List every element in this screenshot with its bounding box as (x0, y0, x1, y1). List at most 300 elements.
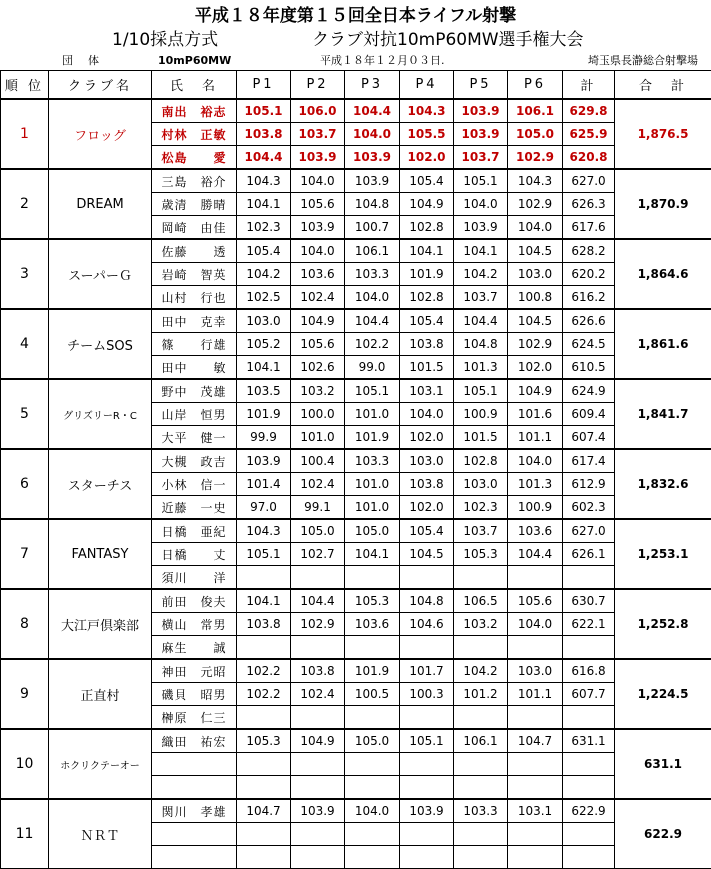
col-p2: P2 (291, 71, 345, 100)
club-cell: FANTASY (49, 519, 152, 589)
sum-cell: 616.2 (563, 286, 615, 310)
score-cell-p4: 104.3 (400, 99, 454, 123)
name-cell: 榊原 仁三 (152, 706, 237, 730)
score-cell-p3 (345, 566, 400, 590)
score-cell-p6: 102.9 (508, 146, 563, 170)
score-cell-p6: 105.6 (508, 589, 563, 613)
score-cell-p6 (508, 823, 563, 846)
sum-cell: 625.9 (563, 123, 615, 146)
name-cell (152, 823, 237, 846)
score-cell-p2 (291, 846, 345, 869)
score-cell-p6 (508, 566, 563, 590)
sum-cell (563, 846, 615, 869)
club-cell: スターチス (49, 449, 152, 519)
score-cell-p5 (454, 776, 508, 800)
score-cell-p3: 104.4 (345, 99, 400, 123)
score-cell-p3: 101.0 (345, 473, 400, 496)
score-cell-p1: 105.3 (237, 729, 291, 753)
score-cell-p1: 103.0 (237, 309, 291, 333)
score-cell-p4 (400, 566, 454, 590)
name-cell: 須川 洋 (152, 566, 237, 590)
sum-cell (563, 776, 615, 800)
score-cell-p5 (454, 823, 508, 846)
sum-cell: 626.1 (563, 543, 615, 566)
club-cell: スーパーＧ (49, 239, 152, 309)
name-cell (152, 753, 237, 776)
club-cell: 正直村 (49, 659, 152, 729)
score-cell-p4 (400, 636, 454, 660)
score-cell-p6: 101.3 (508, 473, 563, 496)
score-cell-p4 (400, 753, 454, 776)
score-cell-p1: 103.5 (237, 379, 291, 403)
team-total-cell: 631.1 (615, 729, 711, 799)
sum-cell (563, 753, 615, 776)
score-cell-p6: 101.1 (508, 426, 563, 450)
club-cell: ホクリクテーオー (49, 729, 152, 799)
sum-cell: 630.7 (563, 589, 615, 613)
score-cell-p5: 103.3 (454, 799, 508, 823)
score-cell-p1: 104.1 (237, 589, 291, 613)
name-cell: 篠 行雄 (152, 333, 237, 356)
team-total-cell: 1,876.5 (615, 99, 711, 169)
score-cell-p6: 104.0 (508, 449, 563, 473)
score-cell-p3: 105.1 (345, 379, 400, 403)
name-cell: 三島 裕介 (152, 169, 237, 193)
sum-cell (563, 566, 615, 590)
score-cell-p4: 104.6 (400, 613, 454, 636)
club-cell: グリズリーR・C (49, 379, 152, 449)
name-cell: 小林 信一 (152, 473, 237, 496)
meta-line (0, 52, 711, 70)
sum-cell (563, 706, 615, 730)
col-name: 氏 名 (152, 71, 237, 100)
score-cell-p2: 100.0 (291, 403, 345, 426)
table-row (1, 239, 711, 263)
score-cell-p3 (345, 823, 400, 846)
score-cell-p5: 105.3 (454, 543, 508, 566)
table-row (1, 729, 711, 753)
score-cell-p2 (291, 776, 345, 800)
name-cell: 田中 敏 (152, 356, 237, 380)
score-cell-p1: 97.0 (237, 496, 291, 520)
score-cell-p5: 105.1 (454, 379, 508, 403)
score-cell-p6: 104.5 (508, 309, 563, 333)
score-cell-p3: 105.3 (345, 589, 400, 613)
score-cell-p2: 104.4 (291, 589, 345, 613)
name-cell: 大平 健一 (152, 426, 237, 450)
club-cell: フロッグ (49, 99, 152, 169)
score-cell-p2: 99.1 (291, 496, 345, 520)
score-cell-p2: 105.6 (291, 333, 345, 356)
score-cell-p2 (291, 753, 345, 776)
sum-cell: 607.4 (563, 426, 615, 450)
score-cell-p5: 103.9 (454, 99, 508, 123)
page-title: 平成１８年度第１５回全日本ライフル射撃 (0, 4, 711, 28)
score-cell-p1: 102.3 (237, 216, 291, 240)
score-cell-p4: 103.0 (400, 449, 454, 473)
score-cell-p3: 104.8 (345, 193, 400, 216)
name-cell: 山岸 恒男 (152, 403, 237, 426)
score-cell-p1 (237, 706, 291, 730)
score-cell-p2: 106.0 (291, 99, 345, 123)
score-cell-p1: 104.3 (237, 519, 291, 543)
score-cell-p6: 102.9 (508, 193, 563, 216)
rank-cell: 6 (1, 449, 49, 519)
score-cell-p3 (345, 776, 400, 800)
score-cell-p4: 102.0 (400, 426, 454, 450)
score-cell-p5: 104.0 (454, 193, 508, 216)
rank-cell: 9 (1, 659, 49, 729)
score-cell-p1: 101.4 (237, 473, 291, 496)
col-total: 合 計 (615, 71, 711, 100)
club-cell: DREAM (49, 169, 152, 239)
col-p1: P1 (237, 71, 291, 100)
name-cell: 野中 茂雄 (152, 379, 237, 403)
score-cell-p5: 106.1 (454, 729, 508, 753)
score-cell-p1: 104.2 (237, 263, 291, 286)
score-cell-p6: 105.0 (508, 123, 563, 146)
score-cell-p1: 102.5 (237, 286, 291, 310)
sum-cell: 626.3 (563, 193, 615, 216)
score-cell-p3: 103.3 (345, 449, 400, 473)
score-cell-p2: 103.9 (291, 216, 345, 240)
score-cell-p3 (345, 753, 400, 776)
score-cell-p5: 101.3 (454, 356, 508, 380)
score-cell-p4: 105.4 (400, 309, 454, 333)
score-cell-p4: 103.9 (400, 799, 454, 823)
name-cell: 岩崎 智英 (152, 263, 237, 286)
score-cell-p3: 99.0 (345, 356, 400, 380)
header-row (1, 71, 711, 100)
score-cell-p1 (237, 823, 291, 846)
score-cell-p4: 103.8 (400, 333, 454, 356)
sum-cell: 627.0 (563, 169, 615, 193)
score-cell-p1: 104.1 (237, 356, 291, 380)
score-cell-p3: 104.0 (345, 286, 400, 310)
club-cell: チームSOS (49, 309, 152, 379)
name-cell: 歳清 勝晴 (152, 193, 237, 216)
rank-cell: 1 (1, 99, 49, 169)
table-row (1, 659, 711, 683)
team-total-cell: 1,870.9 (615, 169, 711, 239)
table-row (1, 589, 711, 613)
score-cell-p3: 103.6 (345, 613, 400, 636)
score-cell-p4 (400, 846, 454, 869)
score-cell-p6: 100.9 (508, 496, 563, 520)
sum-cell: 629.8 (563, 99, 615, 123)
score-cell-p4: 101.9 (400, 263, 454, 286)
score-cell-p4: 101.7 (400, 659, 454, 683)
score-cell-p1: 105.4 (237, 239, 291, 263)
sum-cell (563, 823, 615, 846)
score-cell-p5: 103.7 (454, 519, 508, 543)
score-cell-p6: 106.1 (508, 99, 563, 123)
score-cell-p4: 103.8 (400, 473, 454, 496)
sum-cell: 620.8 (563, 146, 615, 170)
score-cell-p1: 104.4 (237, 146, 291, 170)
score-cell-p2: 103.9 (291, 799, 345, 823)
score-cell-p4 (400, 706, 454, 730)
scoring-method: 1/10採点方式 (112, 28, 218, 52)
sum-cell: 610.5 (563, 356, 615, 380)
sum-cell: 617.6 (563, 216, 615, 240)
score-cell-p1: 104.7 (237, 799, 291, 823)
name-cell: 岡崎 由佳 (152, 216, 237, 240)
rank-cell: 3 (1, 239, 49, 309)
score-cell-p2 (291, 706, 345, 730)
score-cell-p2 (291, 823, 345, 846)
score-cell-p2: 102.4 (291, 473, 345, 496)
team-total-cell: 1,832.6 (615, 449, 711, 519)
score-cell-p3 (345, 846, 400, 869)
score-cell-p3: 104.0 (345, 799, 400, 823)
rank-cell: 10 (1, 729, 49, 799)
score-cell-p5 (454, 846, 508, 869)
score-cell-p4: 102.0 (400, 146, 454, 170)
score-cell-p4: 104.8 (400, 589, 454, 613)
name-cell: 麻生 誠 (152, 636, 237, 660)
score-cell-p5: 100.9 (454, 403, 508, 426)
score-cell-p2: 102.7 (291, 543, 345, 566)
subtitle (0, 28, 711, 52)
score-cell-p3: 105.0 (345, 519, 400, 543)
score-cell-p5: 105.1 (454, 169, 508, 193)
sum-cell: 627.0 (563, 519, 615, 543)
club-cell: 大江戸倶楽部 (49, 589, 152, 659)
event-code: 10mP60MW (158, 52, 231, 70)
sum-cell: 607.7 (563, 683, 615, 706)
score-cell-p3: 101.0 (345, 403, 400, 426)
sum-cell: 620.2 (563, 263, 615, 286)
team-total-cell: 622.9 (615, 799, 711, 869)
sum-cell: 609.4 (563, 403, 615, 426)
sum-cell: 612.9 (563, 473, 615, 496)
score-cell-p1: 104.3 (237, 169, 291, 193)
score-cell-p6: 100.8 (508, 286, 563, 310)
score-cell-p4: 105.4 (400, 169, 454, 193)
table-row (1, 309, 711, 333)
score-cell-p5: 102.8 (454, 449, 508, 473)
venue: 埼玉県長瀞総合射撃場 (588, 52, 698, 70)
score-cell-p5 (454, 566, 508, 590)
rank-cell: 5 (1, 379, 49, 449)
score-cell-p5 (454, 706, 508, 730)
team-total-cell: 1,864.6 (615, 239, 711, 309)
score-cell-p6: 103.1 (508, 799, 563, 823)
score-cell-p1 (237, 846, 291, 869)
score-cell-p3: 104.1 (345, 543, 400, 566)
score-cell-p3: 101.9 (345, 659, 400, 683)
score-cell-p1 (237, 776, 291, 800)
name-cell: 日橋 亜紀 (152, 519, 237, 543)
name-cell: 村林 正敏 (152, 123, 237, 146)
name-cell (152, 846, 237, 869)
score-cell-p5 (454, 753, 508, 776)
score-cell-p5: 103.7 (454, 146, 508, 170)
score-cell-p1: 101.9 (237, 403, 291, 426)
score-cell-p2: 103.8 (291, 659, 345, 683)
score-cell-p4: 105.4 (400, 519, 454, 543)
score-cell-p5: 103.9 (454, 216, 508, 240)
score-cell-p6: 104.9 (508, 379, 563, 403)
team-total-cell: 1,253.1 (615, 519, 711, 589)
score-cell-p6: 104.0 (508, 613, 563, 636)
score-cell-p6 (508, 753, 563, 776)
score-cell-p2: 102.4 (291, 286, 345, 310)
rank-cell: 11 (1, 799, 49, 869)
score-cell-p5: 101.5 (454, 426, 508, 450)
score-cell-p1: 103.8 (237, 613, 291, 636)
score-cell-p4 (400, 823, 454, 846)
score-cell-p5: 103.0 (454, 473, 508, 496)
score-cell-p1: 105.2 (237, 333, 291, 356)
name-cell: 佐藤 透 (152, 239, 237, 263)
score-cell-p3: 103.3 (345, 263, 400, 286)
score-cell-p5: 106.5 (454, 589, 508, 613)
score-cell-p6: 104.0 (508, 216, 563, 240)
score-cell-p6: 103.0 (508, 263, 563, 286)
event-date: 平成１８年１２月０３日. (320, 52, 445, 70)
score-cell-p1: 104.1 (237, 193, 291, 216)
name-cell: 近藤 一史 (152, 496, 237, 520)
score-cell-p3 (345, 706, 400, 730)
col-p5: P5 (454, 71, 508, 100)
sum-cell: 624.5 (563, 333, 615, 356)
score-cell-p2: 100.4 (291, 449, 345, 473)
score-cell-p5: 104.1 (454, 239, 508, 263)
score-cell-p6: 104.4 (508, 543, 563, 566)
score-cell-p6 (508, 706, 563, 730)
score-cell-p3: 106.1 (345, 239, 400, 263)
score-cell-p6: 104.3 (508, 169, 563, 193)
table-row (1, 519, 711, 543)
sum-cell: 602.3 (563, 496, 615, 520)
score-cell-p5: 104.2 (454, 263, 508, 286)
score-cell-p4: 102.0 (400, 496, 454, 520)
club-cell: ＮＲＴ (49, 799, 152, 869)
score-cell-p2: 105.0 (291, 519, 345, 543)
score-cell-p4: 104.5 (400, 543, 454, 566)
score-cell-p2: 104.9 (291, 729, 345, 753)
name-cell (152, 776, 237, 800)
score-cell-p4: 103.1 (400, 379, 454, 403)
score-cell-p5: 104.4 (454, 309, 508, 333)
score-cell-p1: 102.2 (237, 683, 291, 706)
score-cell-p3: 103.9 (345, 169, 400, 193)
score-cell-p1: 99.9 (237, 426, 291, 450)
team-total-cell: 1,861.6 (615, 309, 711, 379)
score-cell-p5 (454, 636, 508, 660)
score-cell-p1: 102.2 (237, 659, 291, 683)
score-cell-p1: 105.1 (237, 543, 291, 566)
col-club: クラブ名 (49, 71, 152, 100)
team-total-cell: 1,224.5 (615, 659, 711, 729)
name-cell: 田中 克幸 (152, 309, 237, 333)
col-rank: 順 位 (1, 71, 49, 100)
name-cell: 山村 行也 (152, 286, 237, 310)
team-total-cell: 1,841.7 (615, 379, 711, 449)
score-cell-p5: 103.9 (454, 123, 508, 146)
group-label: 団 体 (62, 52, 101, 70)
score-cell-p3: 104.0 (345, 123, 400, 146)
table-row (1, 169, 711, 193)
name-cell: 関川 孝雄 (152, 799, 237, 823)
score-cell-p3: 103.9 (345, 146, 400, 170)
table-row (1, 99, 711, 123)
sum-cell: 624.9 (563, 379, 615, 403)
score-cell-p4: 104.0 (400, 403, 454, 426)
sum-cell: 617.4 (563, 449, 615, 473)
name-cell: 日橋 丈 (152, 543, 237, 566)
score-cell-p6: 102.9 (508, 333, 563, 356)
score-cell-p4: 102.8 (400, 216, 454, 240)
score-cell-p4: 104.1 (400, 239, 454, 263)
score-cell-p3: 101.9 (345, 426, 400, 450)
sum-cell: 622.9 (563, 799, 615, 823)
score-cell-p2: 103.7 (291, 123, 345, 146)
score-cell-p4: 104.9 (400, 193, 454, 216)
score-cell-p3: 100.7 (345, 216, 400, 240)
name-cell: 織田 祐宏 (152, 729, 237, 753)
score-cell-p6 (508, 776, 563, 800)
name-cell: 横山 常男 (152, 613, 237, 636)
score-cell-p1: 103.8 (237, 123, 291, 146)
score-cell-p2 (291, 636, 345, 660)
score-cell-p6: 104.5 (508, 239, 563, 263)
rank-cell: 8 (1, 589, 49, 659)
score-cell-p1 (237, 753, 291, 776)
score-cell-p4: 100.3 (400, 683, 454, 706)
score-cell-p3: 104.4 (345, 309, 400, 333)
col-p4: P4 (400, 71, 454, 100)
score-cell-p3: 105.0 (345, 729, 400, 753)
score-cell-p5: 104.8 (454, 333, 508, 356)
score-cell-p4: 102.8 (400, 286, 454, 310)
score-cell-p6: 103.0 (508, 659, 563, 683)
name-cell: 磯貝 昭男 (152, 683, 237, 706)
sum-cell: 628.2 (563, 239, 615, 263)
table-row (1, 449, 711, 473)
table-row (1, 379, 711, 403)
competition-name: クラブ対抗10mP60MW選手権大会 (312, 28, 584, 52)
col-sum: 計 (563, 71, 615, 100)
score-cell-p2: 102.9 (291, 613, 345, 636)
rank-cell: 2 (1, 169, 49, 239)
score-cell-p4: 105.5 (400, 123, 454, 146)
rank-cell: 7 (1, 519, 49, 589)
score-cell-p2: 103.2 (291, 379, 345, 403)
score-cell-p3 (345, 636, 400, 660)
score-cell-p2: 104.0 (291, 169, 345, 193)
col-p3: P3 (345, 71, 400, 100)
name-cell: 前田 俊夫 (152, 589, 237, 613)
score-cell-p3: 102.2 (345, 333, 400, 356)
score-cell-p2: 102.6 (291, 356, 345, 380)
score-cell-p6: 102.0 (508, 356, 563, 380)
score-cell-p4: 101.5 (400, 356, 454, 380)
sum-cell: 622.1 (563, 613, 615, 636)
results-table (0, 70, 711, 869)
score-cell-p1: 105.1 (237, 99, 291, 123)
sum-cell: 616.8 (563, 659, 615, 683)
score-cell-p2: 103.6 (291, 263, 345, 286)
name-cell: 南出 裕志 (152, 99, 237, 123)
score-cell-p2 (291, 566, 345, 590)
score-cell-p1: 103.9 (237, 449, 291, 473)
score-cell-p6 (508, 846, 563, 869)
score-cell-p1 (237, 566, 291, 590)
score-cell-p3: 101.0 (345, 496, 400, 520)
